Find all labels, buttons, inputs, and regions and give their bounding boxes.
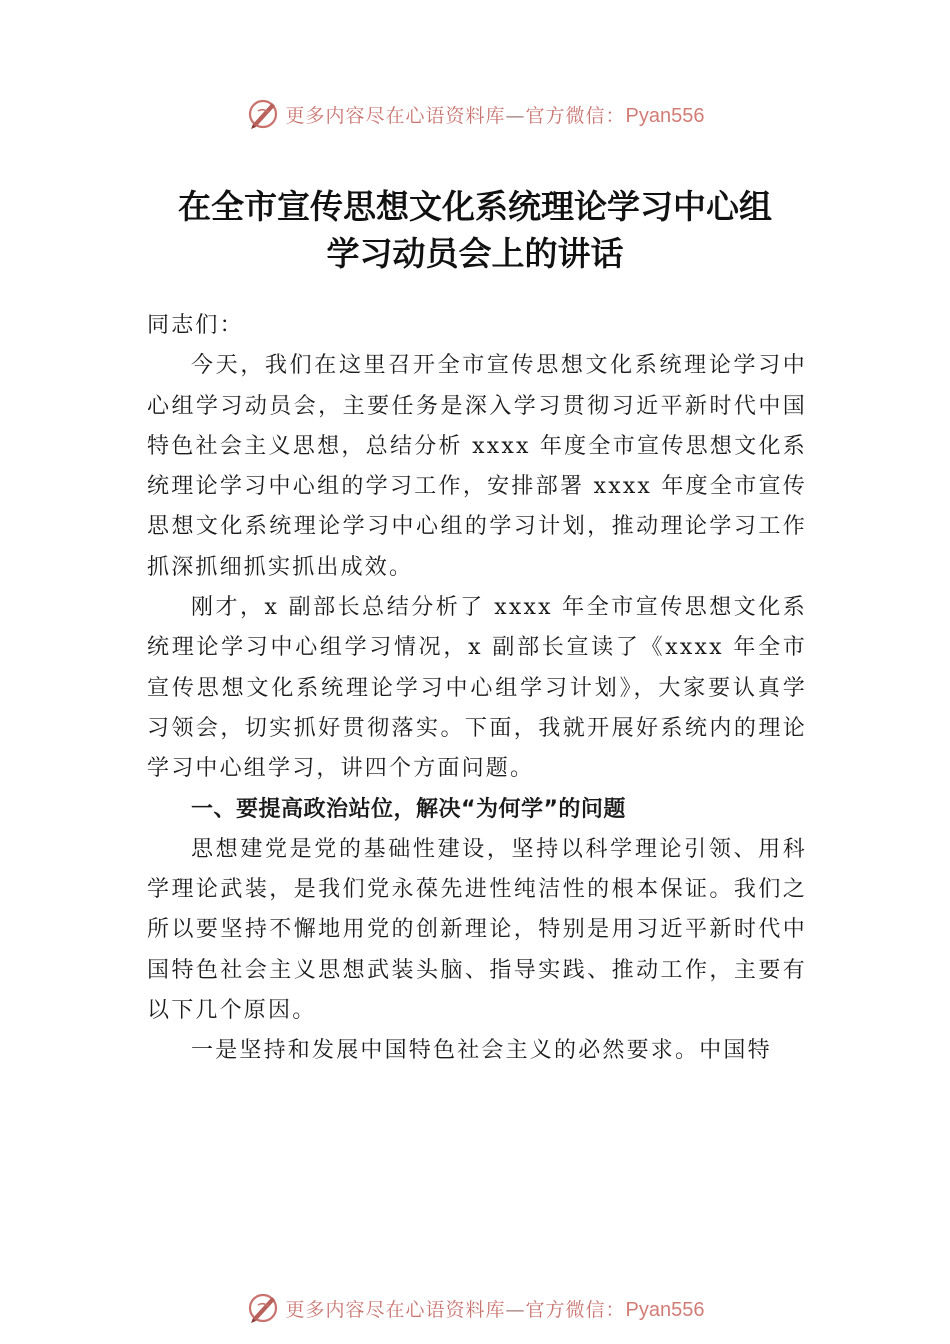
pen-logo-icon bbox=[246, 97, 280, 131]
title-line-2: 学习动员会上的讲话 bbox=[326, 234, 624, 273]
watermark-header bbox=[0, 94, 950, 134]
salutation: 同志们： bbox=[147, 313, 244, 338]
document-body bbox=[147, 306, 807, 1072]
pen-logo-icon bbox=[246, 1291, 280, 1325]
section-heading-1: 一、要提高政治站位，解决“为何学”的问题 bbox=[191, 796, 626, 822]
document-title bbox=[0, 183, 950, 277]
paragraph-3: 思想建党是党的基础性建设，坚持以科学理论引领、用科学理论武装，是我们党永葆先进性纯洁性的根本保证。我们之所以要坚持不懈地用党的创新理论，特别是用习近平新时代中国特色社会主义思想武装头脑、指导实践、推动工作，主要有以下几个原因。 bbox=[147, 836, 807, 1024]
paragraph-4: 一是坚持和发展中国特色社会主义的必然要求。中国特 bbox=[191, 1038, 772, 1064]
paragraph-1: 今天，我们在这里召开全市宣传思想文化系统理论学习中心组学习动员会，主要任务是深入学习贯彻习近平新时代中国特色社会主义思想，总结分析 xxxx 年度全市宣传思想文化系统理论学习中心组的学习工作，安排部署 xxxx 年度全市宣传思想文化系统理论学习中心组的学习计划，推动理论学习工作抓深抓细抓实抓出成效。 bbox=[147, 353, 807, 580]
watermark-text: 更多内容尽在心语资料库—官方微信：Pyan556 bbox=[285, 1298, 705, 1321]
title-line-1: 在全市宣传思想文化系统理论学习中心组 bbox=[178, 187, 772, 226]
paragraph-2: 刚才，x 副部长总结分析了 xxxx 年全市宣传思想文化系统理论学习中心组学习情况，x 副部长宣读了《xxxx 年全市宣传思想文化系统理论学习中心组学习计划》，大家要认真学习领会，切实抓好贯彻落实。下面，我就开展好系统内的理论学习中心组学习，讲四个方面问题。 bbox=[147, 595, 807, 782]
watermark-footer bbox=[0, 1288, 950, 1328]
watermark-text: 更多内容尽在心语资料库—官方微信：Pyan556 bbox=[285, 104, 705, 127]
